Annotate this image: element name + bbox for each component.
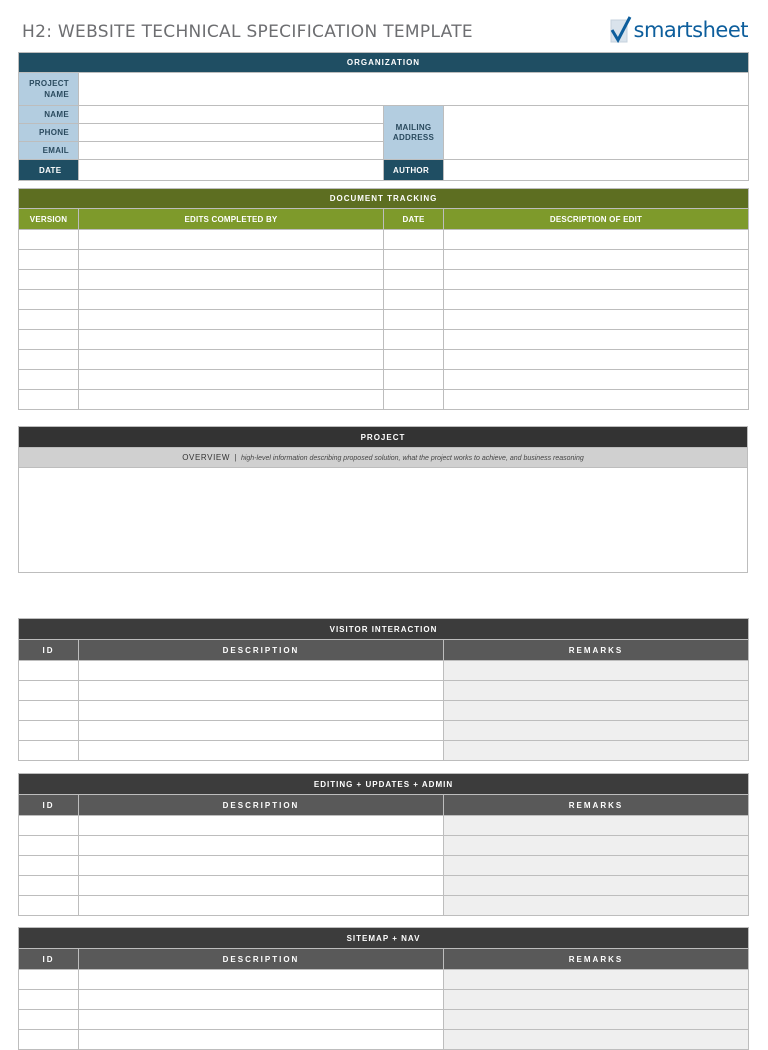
remarks-cell[interactable] — [444, 970, 749, 990]
remarks-column-header: REMARKS — [444, 949, 749, 970]
id-cell[interactable] — [19, 970, 79, 990]
document-tracking-table — [18, 188, 749, 410]
remarks-cell[interactable] — [444, 990, 749, 1010]
smartsheet-logo — [610, 16, 748, 44]
table-row — [19, 741, 749, 761]
id-cell[interactable] — [19, 836, 79, 856]
description-of-edit-cell[interactable] — [444, 250, 749, 270]
description-cell[interactable] — [79, 856, 444, 876]
version-cell[interactable] — [19, 270, 79, 290]
mailing-address-field[interactable] — [444, 106, 749, 160]
date-cell[interactable] — [384, 270, 444, 290]
sitemap-nav-table — [18, 927, 749, 1050]
remarks-column-header: REMARKS — [444, 640, 749, 661]
tracking-row — [19, 370, 749, 390]
remarks-cell[interactable] — [444, 896, 749, 916]
version-cell[interactable] — [19, 330, 79, 350]
id-cell[interactable] — [19, 701, 79, 721]
edits-completed-by-cell[interactable] — [79, 350, 384, 370]
remarks-cell[interactable] — [444, 661, 749, 681]
version-cell[interactable] — [19, 250, 79, 270]
phone-label: PHONE — [19, 124, 79, 142]
edits-completed-by-cell[interactable] — [79, 390, 384, 410]
overview-bar — [19, 448, 748, 468]
author-label: AUTHOR — [384, 160, 444, 181]
table-row — [19, 1010, 749, 1030]
date-cell[interactable] — [384, 250, 444, 270]
overview-hint: high-level information describing proposed solution, what the project works to achieve, and business reasoning — [240, 455, 584, 462]
organization-header: ORGANIZATION — [19, 53, 749, 73]
description-cell[interactable] — [79, 701, 444, 721]
overview-label: OVERVIEW — [182, 453, 230, 462]
date-cell[interactable] — [384, 370, 444, 390]
name-label: NAME — [19, 106, 79, 124]
edits-completed-by-cell[interactable] — [79, 230, 384, 250]
remarks-cell[interactable] — [444, 1030, 749, 1050]
table-row — [19, 896, 749, 916]
description-cell[interactable] — [79, 1030, 444, 1050]
email-field[interactable] — [79, 142, 384, 160]
table-row — [19, 701, 749, 721]
id-column-header: ID — [19, 640, 79, 661]
visitor-interaction-table — [18, 618, 749, 761]
tracking-row — [19, 390, 749, 410]
version-cell[interactable] — [19, 390, 79, 410]
logo-text: smartsheet — [633, 18, 748, 42]
date-cell[interactable] — [384, 290, 444, 310]
description-cell[interactable] — [79, 836, 444, 856]
version-cell[interactable] — [19, 350, 79, 370]
date-cell[interactable] — [384, 330, 444, 350]
version-cell[interactable] — [19, 290, 79, 310]
project-name-label: PROJECT NAME — [19, 73, 79, 106]
tracking-row — [19, 350, 749, 370]
remarks-cell[interactable] — [444, 1010, 749, 1030]
edits-completed-by-cell[interactable] — [79, 310, 384, 330]
id-column-header: ID — [19, 949, 79, 970]
remarks-cell[interactable] — [444, 876, 749, 896]
description-cell[interactable] — [79, 990, 444, 1010]
email-label: EMAIL — [19, 142, 79, 160]
edits-completed-by-cell[interactable] — [79, 270, 384, 290]
date-cell[interactable] — [384, 310, 444, 330]
document-tracking-header: DOCUMENT TRACKING — [19, 189, 749, 209]
mailing-address-label: MAILING ADDRESS — [384, 106, 444, 160]
author-field[interactable] — [444, 160, 749, 181]
table-row — [19, 1030, 749, 1050]
tracking-row — [19, 230, 749, 250]
tracking-row — [19, 290, 749, 310]
description-of-edit-cell[interactable] — [444, 230, 749, 250]
id-cell[interactable] — [19, 816, 79, 836]
page-title: H2: WEBSITE TECHNICAL SPECIFICATION TEMPLATE — [22, 22, 473, 42]
description-column-header: DESCRIPTION — [79, 795, 444, 816]
edits-completed-by-column-header: EDITS COMPLETED BY — [79, 209, 384, 230]
description-column-header: DESCRIPTION — [79, 640, 444, 661]
table-row — [19, 836, 749, 856]
tracking-row — [19, 330, 749, 350]
remarks-column-header: REMARKS — [444, 795, 749, 816]
description-cell[interactable] — [79, 1010, 444, 1030]
version-column-header: VERSION — [19, 209, 79, 230]
project-header: PROJECT — [19, 427, 748, 448]
tracking-row — [19, 270, 749, 290]
description-of-edit-cell[interactable] — [444, 310, 749, 330]
overview-separator: | — [234, 453, 237, 462]
remarks-cell[interactable] — [444, 816, 749, 836]
edits-completed-by-cell[interactable] — [79, 290, 384, 310]
table-row — [19, 661, 749, 681]
description-cell[interactable] — [79, 661, 444, 681]
edits-completed-by-cell[interactable] — [79, 250, 384, 270]
id-cell[interactable] — [19, 681, 79, 701]
remarks-cell[interactable] — [444, 681, 749, 701]
id-cell[interactable] — [19, 990, 79, 1010]
description-cell[interactable] — [79, 721, 444, 741]
date-cell[interactable] — [384, 350, 444, 370]
id-cell[interactable] — [19, 1030, 79, 1050]
description-cell[interactable] — [79, 681, 444, 701]
date-cell[interactable] — [384, 390, 444, 410]
version-cell[interactable] — [19, 370, 79, 390]
sitemap-nav-header: SITEMAP + NAV — [19, 928, 749, 949]
table-row — [19, 681, 749, 701]
date-field[interactable] — [79, 160, 384, 181]
remarks-cell[interactable] — [444, 701, 749, 721]
remarks-cell[interactable] — [444, 836, 749, 856]
editing-updates-admin-table — [18, 773, 749, 916]
project-table — [18, 426, 748, 573]
id-column-header: ID — [19, 795, 79, 816]
organization-table — [18, 52, 749, 181]
description-cell[interactable] — [79, 816, 444, 836]
id-cell[interactable] — [19, 661, 79, 681]
description-cell[interactable] — [79, 741, 444, 761]
id-cell[interactable] — [19, 1010, 79, 1030]
version-cell[interactable] — [19, 230, 79, 250]
table-row — [19, 970, 749, 990]
description-of-edit-cell[interactable] — [444, 270, 749, 290]
table-row — [19, 721, 749, 741]
table-row — [19, 816, 749, 836]
id-cell[interactable] — [19, 741, 79, 761]
checkmark-icon — [610, 16, 632, 44]
id-cell[interactable] — [19, 876, 79, 896]
remarks-cell[interactable] — [444, 741, 749, 761]
table-row — [19, 856, 749, 876]
id-cell[interactable] — [19, 721, 79, 741]
description-of-edit-cell[interactable] — [444, 330, 749, 350]
tracking-row — [19, 310, 749, 330]
overview-field[interactable] — [19, 468, 748, 573]
description-of-edit-column-header: DESCRIPTION OF EDIT — [444, 209, 749, 230]
name-field[interactable] — [79, 106, 384, 124]
project-name-field[interactable] — [79, 73, 749, 106]
table-row — [19, 876, 749, 896]
visitor-interaction-header: VISITOR INTERACTION — [19, 619, 749, 640]
tracking-row — [19, 250, 749, 270]
edits-completed-by-cell[interactable] — [79, 330, 384, 350]
id-cell[interactable] — [19, 896, 79, 916]
date-column-header: DATE — [384, 209, 444, 230]
description-cell[interactable] — [79, 896, 444, 916]
remarks-cell[interactable] — [444, 721, 749, 741]
date-cell[interactable] — [384, 230, 444, 250]
description-cell[interactable] — [79, 970, 444, 990]
editing-updates-admin-header: EDITING + UPDATES + ADMIN — [19, 774, 749, 795]
date-label: DATE — [19, 160, 79, 181]
phone-field[interactable] — [79, 124, 384, 142]
description-cell[interactable] — [79, 876, 444, 896]
remarks-cell[interactable] — [444, 856, 749, 876]
version-cell[interactable] — [19, 310, 79, 330]
description-of-edit-cell[interactable] — [444, 350, 749, 370]
edits-completed-by-cell[interactable] — [79, 370, 384, 390]
id-cell[interactable] — [19, 856, 79, 876]
description-of-edit-cell[interactable] — [444, 390, 749, 410]
table-row — [19, 990, 749, 1010]
description-of-edit-cell[interactable] — [444, 370, 749, 390]
description-column-header: DESCRIPTION — [79, 949, 444, 970]
description-of-edit-cell[interactable] — [444, 290, 749, 310]
